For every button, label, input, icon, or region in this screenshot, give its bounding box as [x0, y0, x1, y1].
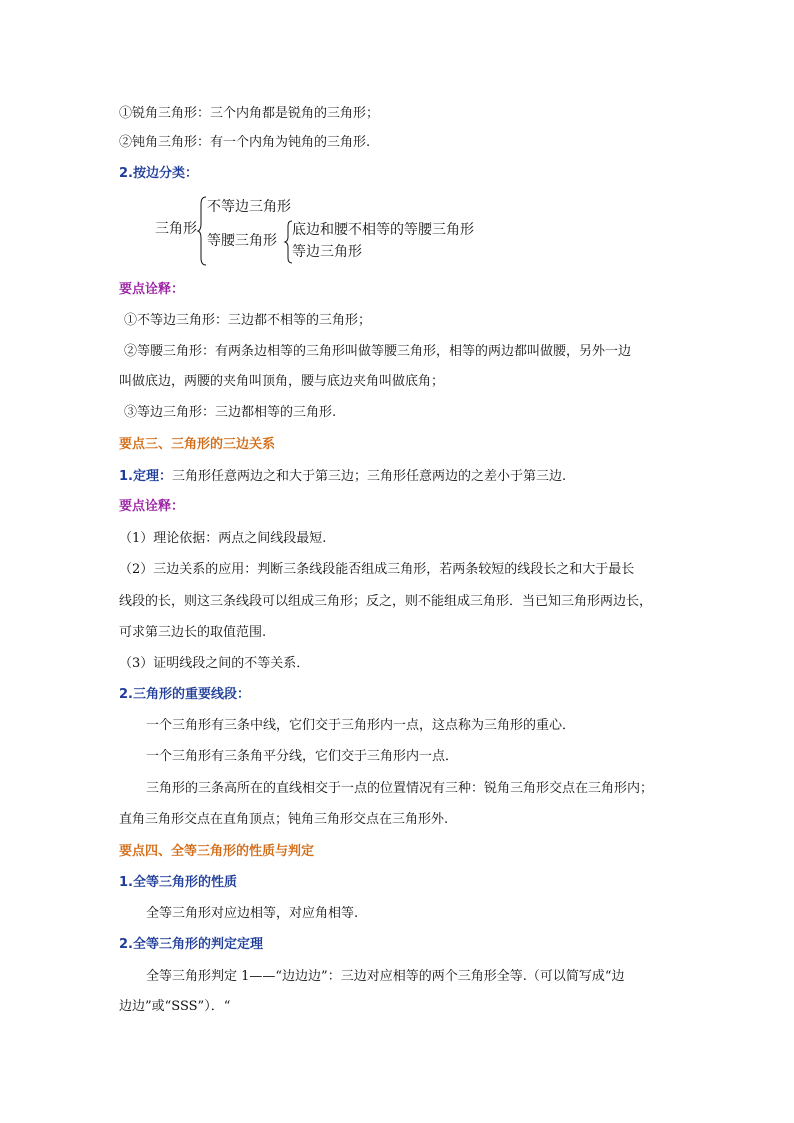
scalene-def: ①不等边三角形：三边都不相等的三角形；	[124, 313, 372, 328]
sss-text-2: 边边”或“SSS”）．“	[119, 999, 231, 1014]
theorem-text: 三角形任意两边之和大于第三边；三角形任意两边的之差小于第三边.	[171, 469, 567, 484]
note-p2-1: （2）三边关系的应用：判断三条线段能否组成三角形，若两条较短的线段长之和大于最长	[119, 562, 635, 577]
heading-important-lines: 2.三角形的重要线段：	[119, 687, 250, 702]
heading-point-4: 要点四、全等三角形的性质与判定	[119, 844, 315, 859]
heading-congruent-judgment: 2.全等三角形的判定定理	[119, 937, 263, 952]
heading-classify-by-side: 2.按边分类：	[119, 166, 198, 181]
diagram-isosceles: 等腰三角形	[207, 233, 277, 249]
obtuse-triangle-def: ②钝角三角形：有一个内角为钝角的三角形.	[119, 135, 371, 150]
equilateral-def: ③等边三角形：三边都相等的三角形.	[124, 405, 337, 420]
altitude-text-1: 三角形的三条高所在的直线相交于一点的位置情况有三种：锐角三角形交点在三角形内；	[146, 781, 654, 796]
diagram-scalene: 不等边三角形	[207, 199, 291, 215]
heading-note-2: 要点诠释：	[119, 499, 185, 514]
isosceles-def-2: 叫做底边，两腰的夹角叫顶角，腰与底边夹角叫做底角；	[119, 374, 445, 389]
theorem-line	[119, 468, 566, 486]
congruent-properties-text: 全等三角形对应边相等，对应角相等.	[146, 906, 359, 921]
altitude-text-2: 直角三角形交点在直角顶点；钝角三角形交点在三角形外.	[119, 812, 449, 827]
diagram-iso-sub1: 底边和腰不相等的等腰三角形	[292, 222, 474, 238]
heading-point-3: 要点三、三角形的三边关系	[119, 437, 276, 452]
bisector-text: 一个三角形有三条角平分线，它们交于三角形内一点．	[146, 749, 459, 764]
theorem-label: 1.定理：	[119, 469, 172, 484]
note-p1: （1）理论依据：两点之间线段最短.	[119, 531, 327, 546]
diagram-iso-sub2: 等边三角形	[292, 244, 362, 260]
isosceles-def-1: ②等腰三角形：有两条边相等的三角形叫做等腰三角形，相等的两边都叫做腰，另外一边	[124, 344, 632, 359]
heading-note-1: 要点诠释：	[119, 282, 185, 297]
sss-text-1: 全等三角形判定 1——“边边边”：三边对应相等的两个三角形全等.（可以简写成“边	[146, 969, 625, 984]
median-text: 一个三角形有三条中线，它们交于三角形内一点，这点称为三角形的重心．	[146, 718, 576, 733]
note-p2-3: 可求第三边长的取值范围.	[119, 625, 267, 640]
note-p2-2: 线段的长，则这三条线段可以组成三角形；反之，则不能组成三角形．当已知三角形两边长，	[119, 594, 653, 609]
acute-triangle-def: ①锐角三角形：三个内角都是锐角的三角形；	[119, 106, 380, 121]
diagram-root: 三角形	[155, 221, 197, 237]
heading-congruent-properties: 1.全等三角形的性质	[119, 875, 237, 890]
note-p3: （3）证明线段之间的不等关系．	[119, 656, 310, 671]
